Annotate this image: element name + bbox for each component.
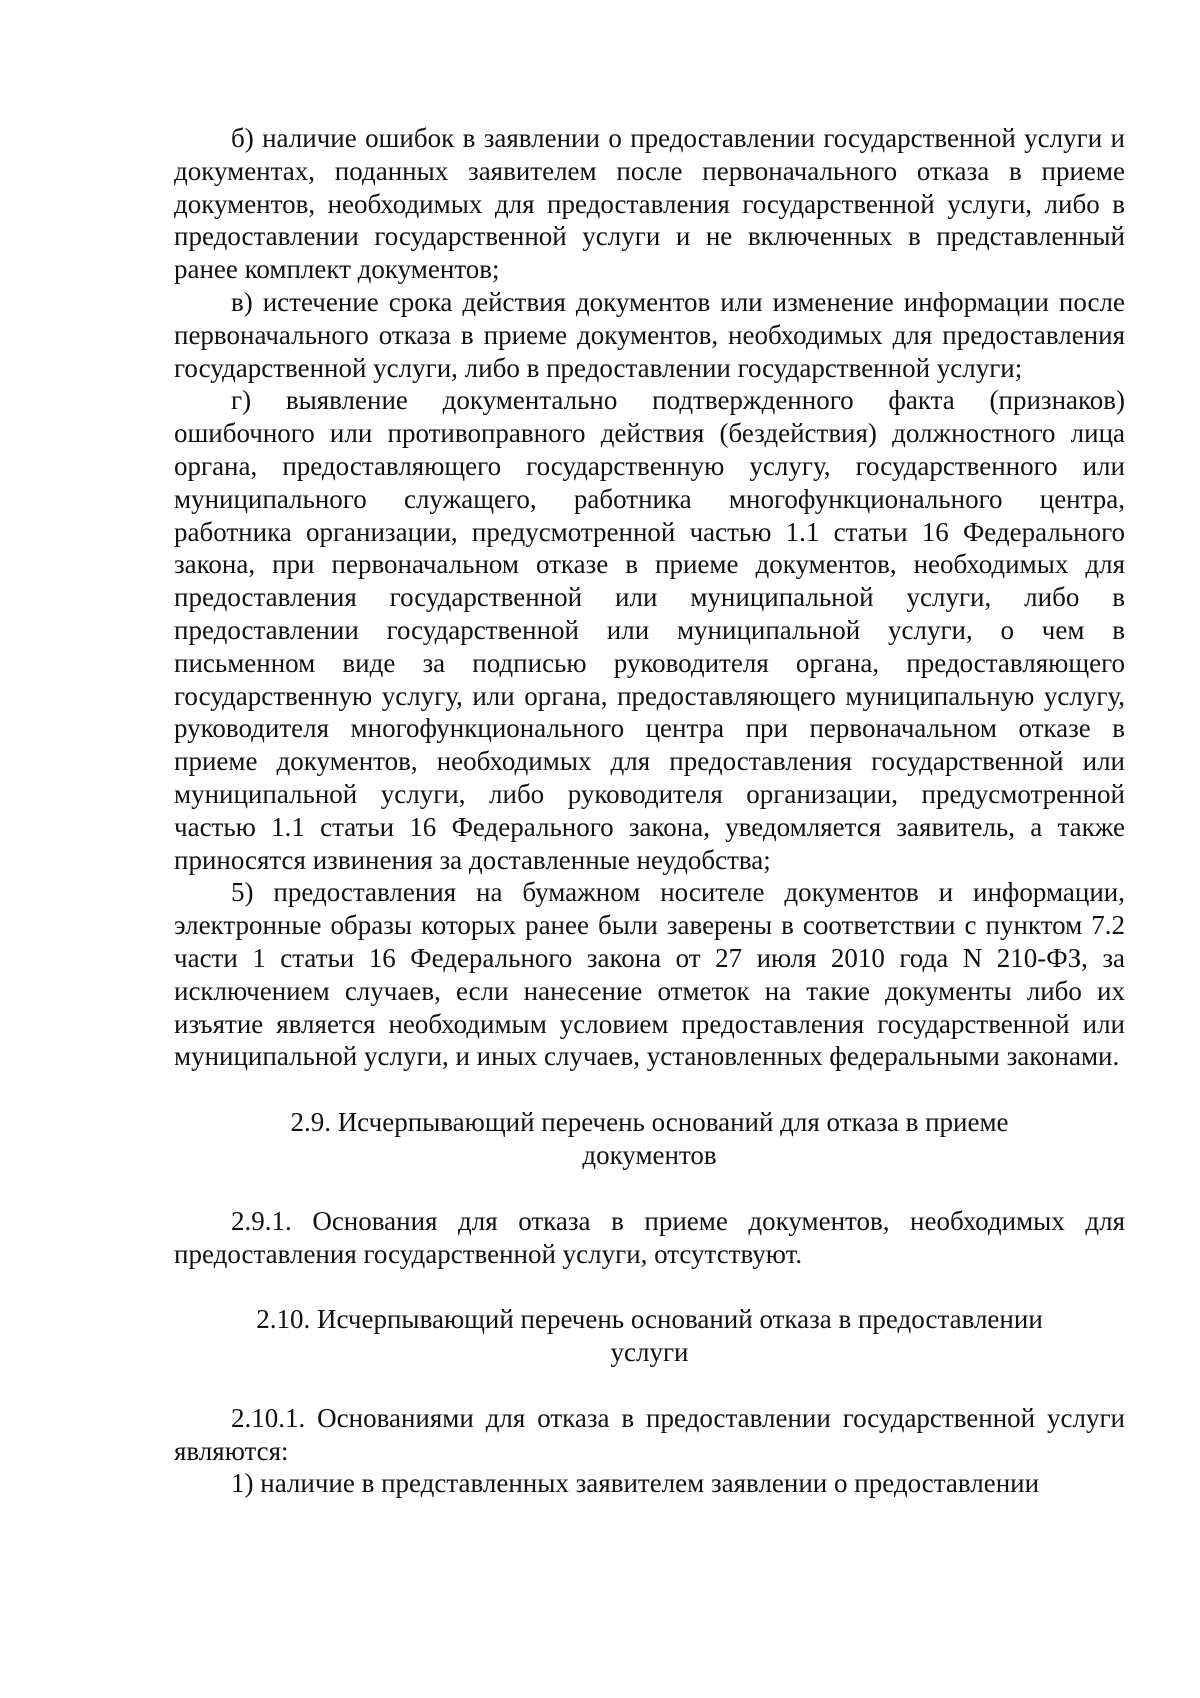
paragraph-1: 1) наличие в представленных заявителем заявлении о предоставлении — [231, 1468, 1040, 1499]
paragraph-2-9-1: 2.9.1. Основания для отказа в приеме документов, необходимых для предоставления государственной услуги, отсутствуют. — [174, 1205, 1125, 1269]
paragraph-g: г) выявление документально подтвержденного факта (признаков) ошибочного или противоправного действия (бездействия) должностного лица органа, предоставляющего государственную услугу, государственного или муниципального служащего, работника многофункционального центра, работника организации, предусмотренной частью 1.1 статьи 16 Федерального закона, при первоначальном отказе в приеме документов, необходимых для предоставления государственной или муниципальной услуги, либо в предоставлении государственной или муниципальной услуги, о чем в письменном виде за подписью руководителя органа, предоставляющего государственную услугу, или органа, предоставляющего муниципальную услугу, руководителя многофункционального центра при первоначальном отказе в приеме документов, необходимых для предоставления государственной или муниципальной услуги, либо руководителя организации, предусмотренной частью 1.1 статьи 16 Федерального закона, уведомляется заявитель, а также приносятся извинения за доставленные неудобства; — [174, 385, 1125, 875]
paragraph-2-10-1: 2.10.1. Основаниями для отказа в предоставлении государственной услуги являются: — [174, 1402, 1125, 1466]
document-body — [174, 122, 1125, 1500]
paragraph-5: 5) предоставления на бумажном носителе документов и информации, электронные образы которых ранее были заверены в соответствии с пунктом 7.2 части 1 статьи 16 Федерального закона от 27 июля 2010 года N 210-ФЗ, за исключением случаев, если нанесение отметок на такие документы либо их изъятие является необходимым условием предоставления государственной или муниципальной услуги, и иных случаев, установленных федеральными законами. — [174, 877, 1125, 1072]
section-heading-2-10: 2.10. Исчерпывающий перечень оснований отказа в предоставлении услуги — [256, 1304, 1043, 1368]
section-heading-2-9: 2.9. Исчерпывающий перечень оснований для отказа в приеме документов — [290, 1107, 1009, 1170]
paragraph-v: в) истечение срока действия документов или изменение информации после первоначального отказа в приеме документов, необходимых для предоставления государственной услуги, либо в предоставлении государственной услуги; — [174, 286, 1125, 383]
paragraph-b: б) наличие ошибок в заявлении о предоставлении государственной услуги и документах, поданных заявителем после первоначального отказа в приеме документов, необходимых для предоставления государственной услуги, либо в предоставлении государственной услуги и не включенных в представленный ранее комплект документов; — [174, 123, 1125, 285]
